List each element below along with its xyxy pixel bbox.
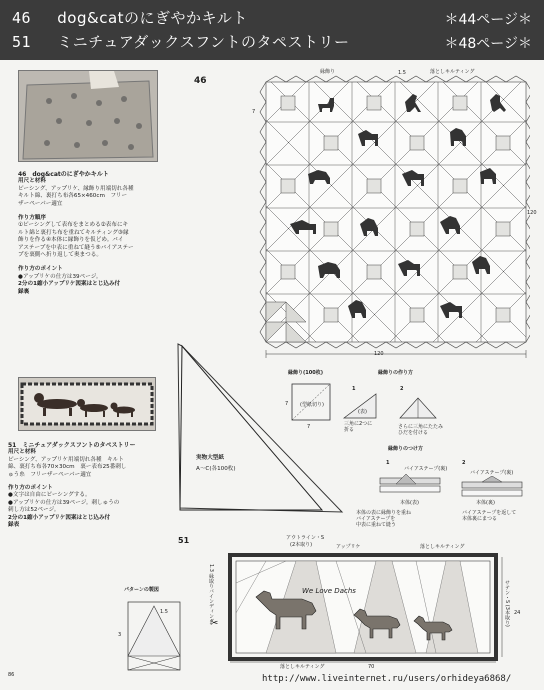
pattern-dim-15: 1.5 — [160, 609, 168, 615]
decor-dim-7-left: 7 — [285, 401, 289, 407]
diagram46-height: 120 — [527, 210, 537, 216]
diagram51-left-label: 1.3 縁取りバインディング — [208, 564, 214, 624]
item51-points-title: 作り方のポイント — [8, 485, 53, 492]
diagram46-width: 120 — [374, 351, 384, 357]
diagram51-applique-label: アップリケ — [336, 544, 361, 550]
item46-points-title: 作り方のポイント — [18, 266, 63, 273]
header-num-46: 46 — [12, 9, 32, 27]
item46-points-3: 録裏 — [18, 288, 30, 295]
item46-materials-1: ピーシング、アップリケ、縁飾り用端切れ各種 — [18, 185, 134, 192]
item46-steps-title: 作り方順序 — [18, 215, 46, 222]
diagram46-number: 46 — [194, 76, 207, 86]
item46-materials-2: キルト綿、裏打ち布各65×460cm フリー — [18, 193, 128, 200]
diagram51-quilting-label: 落としキルティング — [420, 544, 465, 550]
item46-steps-1: ①ピーシングして表布をまとめる②表布にキ — [18, 222, 129, 229]
item46-points-1: ●アップリケの仕方は39ページ。 — [18, 273, 102, 280]
decor-fold-note: 三角に2つに 折る — [344, 421, 373, 433]
source-url: http://www.liveinternet.ru/users/orhideya6868/ — [262, 674, 512, 684]
pattern-title: パターンの製図 — [124, 587, 159, 593]
decor-bias-label-1: バイアステープ(裏) — [404, 466, 448, 472]
header-title-46: dog&catのにぎやかキルト — [57, 9, 248, 27]
header-line-46 — [12, 7, 248, 28]
diagram51-number: 51 — [178, 536, 190, 545]
decor-attach-note-1: 本体の表に縁飾りを重ね バイアステープを 中表に重ねて縫う — [356, 510, 412, 528]
decor-attach-diagram-1 — [376, 472, 446, 502]
item46-materials-title: 用尺と材料 — [18, 178, 46, 185]
diagram51-width: 70 — [368, 664, 375, 670]
decor-fold-step1 — [340, 392, 380, 422]
decor-front-label: (表) — [358, 409, 367, 415]
triangle-title: 実物大型紙 — [196, 455, 224, 461]
decor-attach-note-2: バイアステープを返して 本体裏にまつる — [462, 510, 517, 522]
scissors-icon: ✂ — [210, 618, 219, 629]
diagram46-border-size: 1.5 — [398, 70, 406, 76]
tapestry-diagram-51 — [226, 553, 506, 665]
decor-title: 縁飾り(100枚) — [288, 370, 324, 376]
decor-step2: 2 — [400, 386, 404, 392]
item46-points-2: 2分の1縮小アップリケ図案はとじ込み付 — [18, 281, 121, 288]
decor-attach-step1: 1 — [386, 460, 390, 466]
diagram46-border-label: 縁飾り — [320, 69, 336, 75]
decor-fold-step2 — [392, 392, 442, 422]
triangle-template — [170, 340, 350, 520]
pattern-dim-3: 3 — [118, 632, 122, 638]
decor-body-back: 本体(裏) — [476, 500, 495, 506]
quilt-diagram-46 — [240, 74, 530, 364]
decor-how-title: 縁飾りの作り方 — [378, 370, 414, 376]
decor-attach-title: 縁飾りのつけ方 — [388, 446, 424, 452]
item46-caption: 46 dog&catのにぎやかキルト — [18, 171, 109, 178]
item51-text — [8, 442, 168, 529]
item51-points-5: 録表 — [8, 522, 20, 529]
diagram51-outline-label: アウトライン・S — [286, 535, 325, 541]
diagram51-height: 24 — [514, 610, 521, 616]
diagram51-bottom-label: 落としキルティング — [280, 664, 325, 670]
decor-fold-line: (型紙切り) — [300, 402, 324, 408]
item51-points-2: ●アップリケの仕方は39ページ。刺しゅうの — [8, 499, 120, 506]
header-title-51: ミニチュアダックスフントのタペストリー — [57, 33, 350, 51]
item46-steps-5: プを裏側へ折り返して奥まつる。 — [18, 252, 102, 259]
tapestry-photo-51-image — [19, 378, 155, 430]
header-page-51: ＊48ページ＊ — [444, 36, 532, 52]
decor-attach-step2: 2 — [462, 460, 466, 466]
tapestry-photo-51 — [18, 377, 156, 431]
header-line-51 — [12, 31, 350, 52]
diagram46-quilting-label: 落としキルティング — [430, 69, 475, 75]
header-num-51: 51 — [12, 33, 32, 51]
diagram51-right-label: サテン・S (3本取り) — [504, 580, 510, 627]
item51-caption: 51 ミニチュアダックスフントのタペストリー — [8, 442, 136, 449]
item46-steps-3: 飾りを作る④本体に縁飾りを仮どめ。バイ — [18, 237, 124, 244]
pattern-diagram — [112, 596, 192, 676]
item46-materials-3: ザーペーパー適宜 — [18, 200, 63, 207]
page-header — [0, 0, 544, 60]
item46-text — [18, 171, 168, 296]
item51-materials-1: ピーシング、アップリケ用端切れ各種 キルト — [8, 456, 124, 463]
item51-points-4: 2分の1縮小アップリケ図案はとじ込み付 — [8, 514, 111, 521]
decor-body-label-1: 本体(表) — [400, 500, 419, 506]
page-number: 86 — [8, 672, 15, 678]
diagram46-size-7: 7 — [252, 109, 256, 115]
triangle-subtitle: A〜C(各100枚) — [196, 466, 236, 472]
header-page-46: ＊44ページ＊ — [444, 12, 532, 28]
decor-fold-note2: さらに三角にたたみ ひだを付ける — [398, 424, 444, 436]
decor-dim-7-bottom: 7 — [307, 424, 311, 430]
item46-steps-2: ルト綿と裏打ち布を重ねてキルティング③縁 — [18, 229, 129, 236]
quilt-photo-46 — [18, 70, 158, 162]
decor-step1: 1 — [352, 386, 356, 392]
quilt-photo-46-image — [19, 71, 157, 161]
diagram51-outline-sub: (2本取り) — [290, 542, 313, 548]
item51-materials-2: 綿、裏打ち布各70×30cm 裏ー表布25番刺し — [8, 464, 127, 471]
item46-steps-4: アステープを中表に重ねて縫う⑤バイアステー — [18, 244, 134, 251]
item51-points-3: 刺し方は52ページ。 — [8, 507, 60, 514]
decor-bias-label-2: バイアステープ(裏) — [470, 470, 514, 476]
item51-materials-3: ゅう糸 フリーザーペーパー適宜 — [8, 471, 92, 478]
tapestry-text: We Love Dachs — [302, 587, 356, 595]
item51-points-1: ●文字は自由にピーシングする。 — [8, 492, 91, 499]
item51-materials-title: 用尺と材料 — [8, 449, 36, 456]
